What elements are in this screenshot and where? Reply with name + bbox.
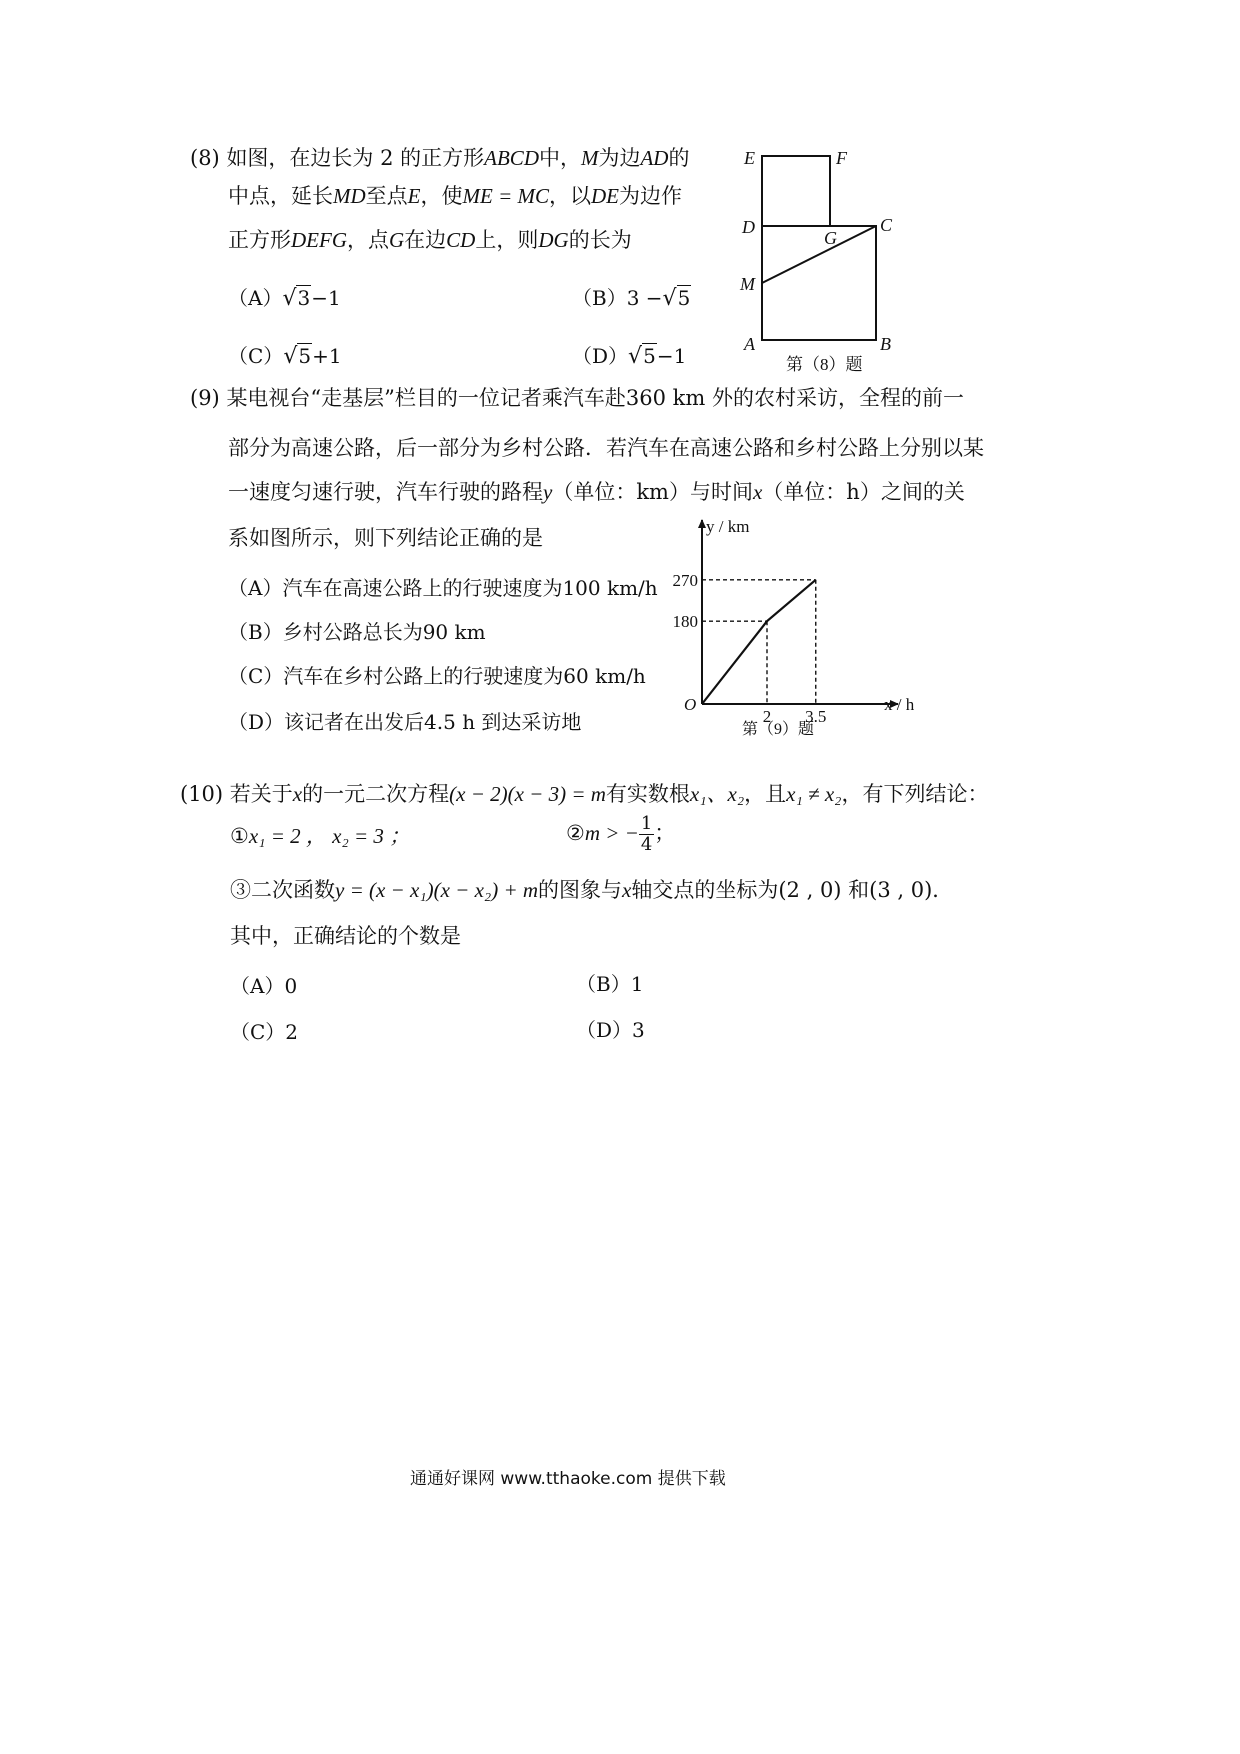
circled-number: ② <box>566 820 585 845</box>
q10-equation: (x − 2)(x − 3) = m <box>449 782 606 806</box>
q9-text: （单位：h）之间的关 <box>762 480 965 504</box>
label-f: F <box>836 148 847 168</box>
q10-var: x₁ ≠ x₂ <box>786 782 842 806</box>
q10-text: 二次函数 <box>251 878 335 902</box>
q8-var: M <box>580 146 599 170</box>
q8-var: ME = MC <box>462 184 549 208</box>
option-rest: −1 <box>656 344 687 368</box>
q9-option-b: （B）乡村公路总长为90 km <box>228 620 486 644</box>
sqrt: √5 <box>662 286 691 311</box>
q9-var: y <box>543 480 553 504</box>
q8-option-b <box>572 282 691 311</box>
q8-text: 正方形 <box>228 228 291 252</box>
radicand: 5 <box>677 286 691 310</box>
q9-line3 <box>228 482 965 503</box>
option-rest: +1 <box>312 344 342 368</box>
q10-text: ，且 <box>744 782 787 806</box>
q8-option-c <box>228 340 342 369</box>
q8-var: E <box>407 184 421 208</box>
q8-var: ABCD <box>484 146 539 170</box>
q8-var: G <box>389 228 405 252</box>
q10-option-c: （C）2 <box>230 1020 299 1044</box>
q8-var: DEFG <box>291 228 347 252</box>
sqrt: √3 <box>282 286 311 311</box>
q8-line3 <box>228 230 632 251</box>
segment-mc <box>762 226 876 283</box>
q8-var: DE <box>591 184 619 208</box>
square-abcd <box>762 226 876 340</box>
option-label: （C） <box>228 344 284 368</box>
label-m: M <box>740 274 755 294</box>
q8-var: DG <box>538 228 569 252</box>
x-tick-2: 2 <box>762 707 772 726</box>
q10-option-a: （A）0 <box>230 974 298 998</box>
q10-text: 的图象与 <box>538 878 623 902</box>
q10-line1 <box>180 784 988 805</box>
sqrt: √5 <box>283 344 312 369</box>
footer-credit: 通通好课网 www.tthaoke.com 提供下载 <box>410 1469 726 1489</box>
q8-line2 <box>228 186 682 207</box>
radicand: 5 <box>643 344 656 368</box>
q8-text: ，点 <box>347 228 389 252</box>
q8-option-d <box>572 340 686 369</box>
option-label: （A） <box>228 286 283 310</box>
q8-line1 <box>190 148 689 169</box>
sqrt: √5 <box>628 344 656 369</box>
fraction <box>639 814 654 855</box>
label-e: E <box>744 148 755 168</box>
y-tick-180: 180 <box>672 612 698 632</box>
q8-figure-caption: 第（8）题 <box>786 355 863 374</box>
q9-text: （单位：km）与时间 <box>552 480 753 504</box>
q8-text: 中点，延长 <box>228 184 333 208</box>
radicand: 3 <box>297 286 311 310</box>
circled-number: ① <box>230 824 249 848</box>
label-d: D <box>742 217 755 237</box>
q8-text: 为边 <box>598 146 641 170</box>
q8-number: (8) <box>190 146 220 170</box>
label-g: G <box>824 228 837 248</box>
q10-number: (10) <box>180 782 224 806</box>
q8-text: ，以 <box>549 184 591 208</box>
q8-option-a <box>228 282 341 311</box>
q9-graph <box>650 510 930 742</box>
q8-text: 在边 <box>404 228 447 252</box>
denominator: 4 <box>640 833 653 855</box>
q10-text: 的一元二次方程 <box>302 782 450 806</box>
x-tick-3.5: 3.5 <box>805 707 827 726</box>
circled-number: ③ <box>230 878 251 902</box>
q10-expr: x₁ = 2 ， x₂ = 3 ； <box>248 824 411 848</box>
q8-var: MD <box>333 184 366 208</box>
option-label: （B） <box>572 286 627 310</box>
q8-var: AD <box>640 146 669 170</box>
label-a: A <box>744 334 755 354</box>
q10-option-b: （B）1 <box>576 972 644 996</box>
q8-text: 至点 <box>365 184 408 208</box>
x-axis-label: x / h <box>884 695 915 714</box>
q8-text: 的 <box>668 146 690 170</box>
q9-graph-caption: 第（9）题 <box>742 721 815 738</box>
label-c: C <box>880 215 893 235</box>
option-label: （D） <box>572 344 629 368</box>
q9-option-c: （C）汽车在乡村公路上的行驶速度为60 km/h <box>228 664 646 688</box>
q10-var: x₁、x₂ <box>689 782 745 806</box>
q8-var: CD <box>446 228 476 252</box>
y-tick-270: 270 <box>672 570 698 590</box>
q10-text: ，有下列结论： <box>841 782 989 806</box>
option-pre: 3 − <box>626 286 663 310</box>
origin-label: O <box>684 695 697 714</box>
q10-var: x <box>622 878 632 902</box>
q9-text: 某电视台“走基层”栏目的一位记者乘汽车赴360 km 外的农村采访，全程的前一 <box>226 386 964 410</box>
radicand: 5 <box>298 344 312 368</box>
q10-conclusion-1 <box>230 826 410 847</box>
q10-equation: y = (x − x₁)(x − x₂) + m <box>335 878 539 902</box>
q10-text: 若关于 <box>229 782 293 806</box>
q10-text: ； <box>654 820 676 845</box>
q9-var: x <box>752 480 763 504</box>
square-defg <box>762 156 830 226</box>
q10-conclusion-3 <box>230 880 953 901</box>
q10-conclusion-2 <box>566 814 675 855</box>
q10-expr: m > − <box>584 820 639 845</box>
q9-line1 <box>190 388 964 409</box>
q9-line4: 系如图所示，则下列结论正确的是 <box>228 526 543 550</box>
option-rest: −1 <box>311 286 341 310</box>
q8-text: 上，则 <box>475 228 539 252</box>
q10-text: 有实数根 <box>605 782 690 806</box>
q9-option-d: （D）该记者在出发后4.5 h 到达采访地 <box>228 710 582 734</box>
q10-var: x <box>292 782 303 806</box>
q8-text: 为边作 <box>619 184 682 208</box>
q8-text: 的长为 <box>568 228 632 252</box>
q9-option-a: （A）汽车在高速公路上的行驶速度为100 km/h <box>228 576 658 600</box>
q8-figure <box>730 140 910 380</box>
y-axis-label: y / km <box>706 517 750 536</box>
distance-time-line <box>702 580 816 704</box>
q9-number: (9) <box>190 386 220 410</box>
q9-line2: 部分为高速公路，后一部分为乡村公路．若汽车在高速公路和乡村公路上分别以某 <box>228 436 984 460</box>
q10-option-d: （D）3 <box>576 1018 645 1042</box>
q10-text: 轴交点的坐标为(2 , 0) 和(3 , 0)． <box>631 878 954 902</box>
q8-text: ，使 <box>420 184 463 208</box>
numerator: 1 <box>640 813 653 834</box>
q10-ask: 其中，正确结论的个数是 <box>230 924 461 948</box>
q9-text: 一速度匀速行驶，汽车行驶的路程 <box>228 480 543 504</box>
q8-text: 如图，在边长为 2 的正方形 <box>226 146 485 170</box>
q8-text: 中， <box>538 146 581 170</box>
label-b: B <box>880 334 891 354</box>
